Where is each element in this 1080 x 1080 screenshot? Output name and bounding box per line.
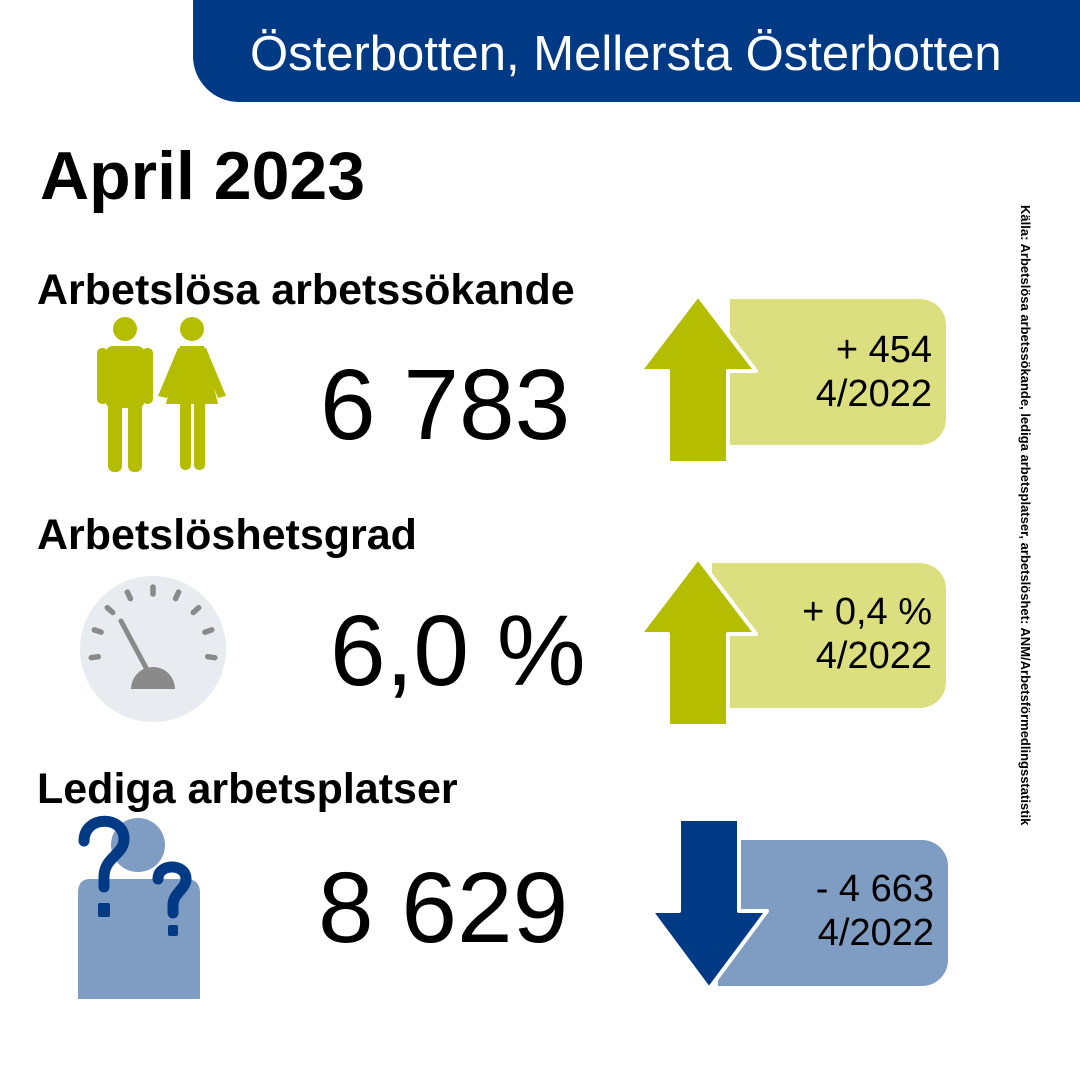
unemployment-rate-value: 6,0 % — [330, 595, 586, 707]
unemployed-comparison: 4/2022 — [815, 373, 932, 415]
vacancies-value: 8 629 — [318, 852, 569, 964]
unemployment-rate-up-arrow-icon — [636, 554, 760, 730]
unemployed-change-box — [730, 299, 946, 445]
unemployment-rate-comparison: 4/2022 — [815, 635, 932, 677]
source-note: Källa: Arbetslösa arbetssökande, lediga arbetsplatser, arbetslöshet: ANM/Arbetsförmedlingsstatistik — [1018, 205, 1033, 826]
unemployed-change: + 454 — [835, 329, 932, 371]
unemployed-value: 6 783 — [320, 349, 571, 461]
vacancies-comparison: 4/2022 — [817, 912, 934, 954]
unemployed-up-arrow-icon — [636, 291, 760, 467]
gauge-icon — [79, 575, 227, 723]
unemployment-rate-change: + 0,4 % — [802, 591, 932, 633]
vacancies-title: Lediga arbetsplatser — [37, 765, 458, 813]
unemployment-rate-title: Arbetslöshetsgrad — [37, 511, 417, 559]
period-title: April 2023 — [40, 138, 366, 214]
vacancies-change: - 4 663 — [815, 868, 934, 910]
vacancies-down-arrow-icon — [647, 815, 771, 993]
question-person-icon — [74, 815, 204, 1001]
man-woman-icon — [94, 316, 230, 472]
unemployed-title: Arbetslösa arbetssökande — [37, 266, 575, 314]
region-title: Österbotten, Mellersta Österbotten — [250, 27, 1002, 81]
